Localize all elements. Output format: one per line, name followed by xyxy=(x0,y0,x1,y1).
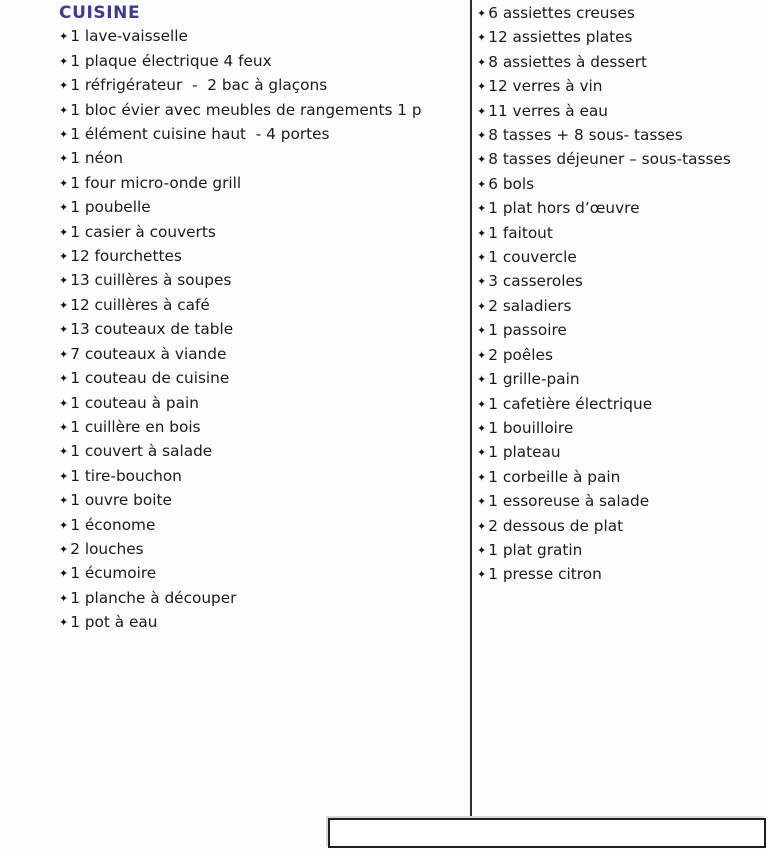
diamond-bullet-icon: ✦ xyxy=(477,519,487,533)
item-label: 6 bols xyxy=(488,174,535,193)
list-item xyxy=(477,197,766,221)
item-label: 1 presse citron xyxy=(488,565,602,584)
diamond-bullet-icon: ✦ xyxy=(477,324,487,338)
right-item-list xyxy=(477,2,766,588)
diamond-bullet-icon: ✦ xyxy=(59,54,69,68)
list-item xyxy=(477,26,766,50)
item-label: 2 poêles xyxy=(488,345,553,364)
diamond-bullet-icon: ✦ xyxy=(59,298,69,312)
diamond-bullet-icon: ✦ xyxy=(59,176,69,190)
list-item xyxy=(59,172,464,196)
column-divider-line xyxy=(470,0,472,819)
list-item xyxy=(59,465,464,489)
item-label: 8 tasses déjeuner – sous-tasses xyxy=(488,150,731,169)
item-label: 1 grille-pain xyxy=(488,370,580,389)
item-label: 12 fourchettes xyxy=(70,247,182,266)
list-item xyxy=(59,343,464,367)
item-label: 1 lave-vaisselle xyxy=(70,27,188,46)
item-label: 1 couteau de cuisine xyxy=(70,369,230,388)
list-item xyxy=(477,51,766,75)
item-label: 2 dessous de plat xyxy=(488,516,624,535)
item-label: 2 louches xyxy=(70,539,144,558)
list-item xyxy=(477,124,766,148)
diamond-bullet-icon: ✦ xyxy=(477,31,487,45)
item-label: 1 corbeille à pain xyxy=(488,467,621,486)
item-label: 1 élément cuisine haut - 4 portes xyxy=(70,125,330,144)
diamond-bullet-icon: ✦ xyxy=(59,420,69,434)
diamond-bullet-icon: ✦ xyxy=(59,518,69,532)
item-label: 1 néon xyxy=(70,149,123,168)
item-label: 1 bloc évier avec meubles de rangements 1 p xyxy=(70,100,422,119)
list-item xyxy=(59,392,464,416)
diamond-bullet-icon: ✦ xyxy=(59,30,69,44)
item-label: 3 casseroles xyxy=(488,272,583,291)
diamond-bullet-icon: ✦ xyxy=(59,347,69,361)
item-label: 1 plaque électrique 4 feux xyxy=(70,51,272,70)
list-item xyxy=(59,74,464,98)
list-item xyxy=(477,319,766,343)
list-item xyxy=(477,563,766,587)
item-label: 6 assiettes creuses xyxy=(488,4,635,22)
diamond-bullet-icon: ✦ xyxy=(477,177,487,191)
list-item xyxy=(59,50,464,74)
diamond-bullet-icon: ✦ xyxy=(477,251,487,265)
diamond-bullet-icon: ✦ xyxy=(59,152,69,166)
item-label: 12 assiettes plates xyxy=(488,28,633,47)
item-label: 1 essoreuse à salade xyxy=(488,492,650,511)
item-label: 1 plat gratin xyxy=(488,540,583,559)
item-label: 1 four micro-onde grill xyxy=(70,173,242,192)
item-label: 1 plat hors d’œuvre xyxy=(488,199,640,218)
list-item xyxy=(477,2,766,26)
list-item xyxy=(59,269,464,293)
item-label: 1 couvercle xyxy=(488,248,577,267)
diamond-bullet-icon: ✦ xyxy=(59,274,69,288)
list-item xyxy=(59,367,464,391)
item-label: 1 tire-bouchon xyxy=(70,466,182,485)
page-title: CUISINE xyxy=(59,3,141,23)
list-item xyxy=(59,99,464,123)
list-item xyxy=(59,25,464,49)
diamond-bullet-icon: ✦ xyxy=(59,445,69,459)
diamond-bullet-icon: ✦ xyxy=(59,250,69,264)
list-item xyxy=(477,100,766,124)
item-label: 1 bouilloire xyxy=(488,418,574,437)
diamond-bullet-icon: ✦ xyxy=(477,495,487,509)
list-item xyxy=(477,148,766,172)
diamond-bullet-icon: ✦ xyxy=(477,104,487,118)
item-label: 1 cafetière électrique xyxy=(488,394,653,413)
item-label: 2 saladiers xyxy=(488,296,572,315)
item-label: 1 poubelle xyxy=(70,198,151,217)
item-label: 1 planche à découper xyxy=(70,588,237,607)
list-item xyxy=(477,75,766,99)
diamond-bullet-icon: ✦ xyxy=(59,103,69,117)
item-label: 13 cuillères à soupes xyxy=(70,271,232,290)
item-label: 1 ouvre boite xyxy=(70,491,172,510)
list-item xyxy=(477,515,766,539)
list-item xyxy=(477,295,766,319)
list-item xyxy=(477,393,766,417)
left-item-list xyxy=(59,25,464,635)
list-item xyxy=(59,440,464,464)
item-label: 1 casier à couverts xyxy=(70,222,216,241)
diamond-bullet-icon: ✦ xyxy=(477,275,487,289)
diamond-bullet-icon: ✦ xyxy=(477,421,487,435)
list-item xyxy=(477,417,766,441)
diamond-bullet-icon: ✦ xyxy=(477,348,487,362)
diamond-bullet-icon: ✦ xyxy=(477,80,487,94)
item-label: 1 couvert à salade xyxy=(70,442,213,461)
list-item xyxy=(59,611,464,635)
diamond-bullet-icon: ✦ xyxy=(59,567,69,581)
item-label: 8 assiettes à dessert xyxy=(488,52,648,71)
item-label: 7 couteaux à viande xyxy=(70,344,227,363)
list-item xyxy=(477,539,766,563)
list-item xyxy=(477,441,766,465)
item-label: 1 économe xyxy=(70,515,156,534)
diamond-bullet-icon: ✦ xyxy=(477,7,487,20)
diamond-bullet-icon: ✦ xyxy=(59,591,69,605)
diamond-bullet-icon: ✦ xyxy=(477,299,487,313)
list-item xyxy=(477,368,766,392)
item-label: 1 pot à eau xyxy=(70,613,158,632)
diamond-bullet-icon: ✦ xyxy=(59,494,69,508)
diamond-bullet-icon: ✦ xyxy=(59,128,69,142)
item-label: 1 réfrigérateur - 2 bac à glaçons xyxy=(70,76,328,95)
list-item xyxy=(59,538,464,562)
item-label: 1 plateau xyxy=(488,443,561,462)
list-item xyxy=(59,562,464,586)
item-label: 8 tasses + 8 sous- tasses xyxy=(488,126,683,145)
diamond-bullet-icon: ✦ xyxy=(477,373,487,387)
list-item xyxy=(477,246,766,270)
diamond-bullet-icon: ✦ xyxy=(59,79,69,93)
diamond-bullet-icon: ✦ xyxy=(59,225,69,239)
diamond-bullet-icon: ✦ xyxy=(59,323,69,337)
empty-footer-box xyxy=(328,818,766,848)
list-item xyxy=(59,514,464,538)
item-label: 1 couteau à pain xyxy=(70,393,199,412)
list-item xyxy=(59,196,464,220)
item-label: 1 faitout xyxy=(488,223,553,242)
list-item xyxy=(59,221,464,245)
diamond-bullet-icon: ✦ xyxy=(477,226,487,240)
diamond-bullet-icon: ✦ xyxy=(477,446,487,460)
item-label: 12 cuillères à café xyxy=(70,295,210,314)
list-item xyxy=(477,490,766,514)
list-item xyxy=(477,466,766,490)
list-item xyxy=(477,222,766,246)
diamond-bullet-icon: ✦ xyxy=(59,396,69,410)
diamond-bullet-icon: ✦ xyxy=(477,543,487,557)
list-item xyxy=(59,294,464,318)
diamond-bullet-icon: ✦ xyxy=(477,153,487,167)
item-label: 12 verres à vin xyxy=(488,77,603,96)
diamond-bullet-icon: ✦ xyxy=(59,372,69,386)
diamond-bullet-icon: ✦ xyxy=(477,129,487,143)
list-item xyxy=(477,344,766,368)
diamond-bullet-icon: ✦ xyxy=(477,55,487,69)
right-column xyxy=(470,0,768,819)
diamond-bullet-icon: ✦ xyxy=(59,542,69,556)
diamond-bullet-icon: ✦ xyxy=(477,397,487,411)
diamond-bullet-icon: ✦ xyxy=(477,568,487,582)
item-label: 1 écumoire xyxy=(70,564,157,583)
list-item xyxy=(59,123,464,147)
list-item xyxy=(59,587,464,611)
item-label: 1 cuillère en bois xyxy=(70,417,201,436)
list-item xyxy=(59,245,464,269)
list-item xyxy=(477,270,766,294)
diamond-bullet-icon: ✦ xyxy=(477,202,487,216)
list-item xyxy=(59,489,464,513)
item-label: 11 verres à eau xyxy=(488,101,608,120)
item-label: 1 passoire xyxy=(488,321,567,340)
diamond-bullet-icon: ✦ xyxy=(59,469,69,483)
item-label: 13 couteaux de table xyxy=(70,320,234,339)
list-item xyxy=(59,147,464,171)
diamond-bullet-icon: ✦ xyxy=(477,470,487,484)
list-item xyxy=(59,416,464,440)
list-item xyxy=(59,318,464,342)
diamond-bullet-icon: ✦ xyxy=(59,616,69,630)
diamond-bullet-icon: ✦ xyxy=(59,201,69,215)
list-item xyxy=(477,173,766,197)
